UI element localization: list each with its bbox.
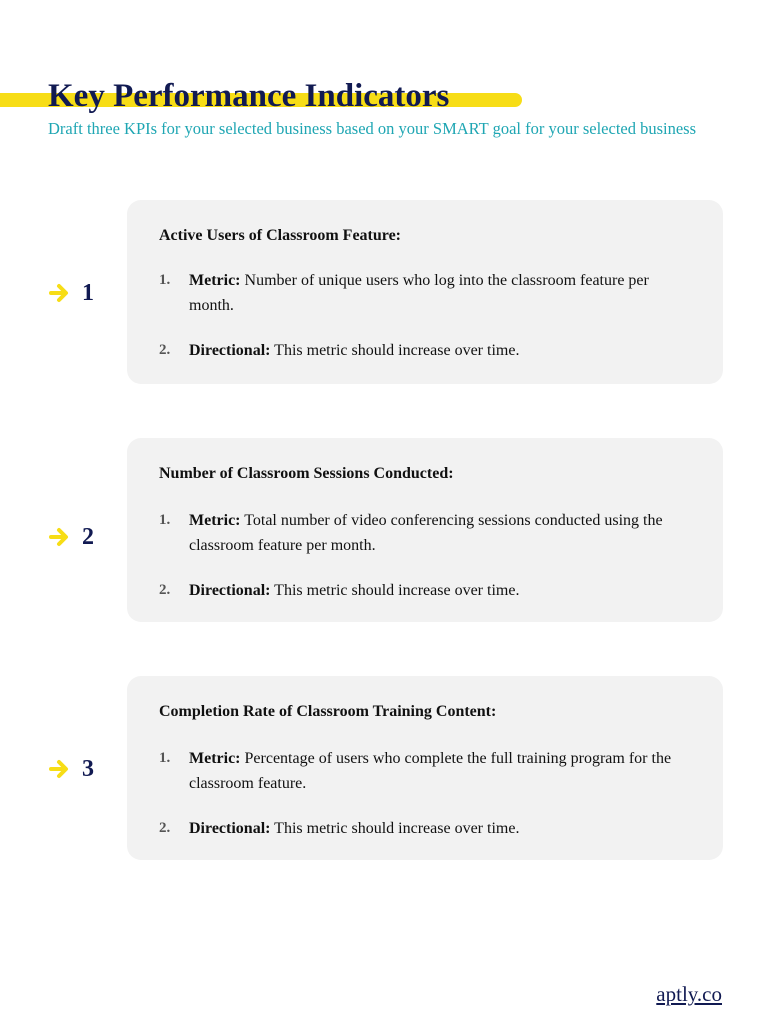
metric-text: Percentage of users who complete the full training program for the classroom feature. — [189, 750, 672, 792]
directional-text: This metric should increase over time. — [270, 820, 520, 837]
page-subtitle: Draft three KPIs for your selected business based on your SMART goal for your selected business — [48, 119, 697, 138]
metric-label: Metric: — [189, 512, 241, 529]
aptly-link[interactable]: aptly.co — [656, 982, 722, 1006]
directional-label: Directional: — [189, 820, 271, 837]
kpi-card-1 — [127, 200, 723, 384]
list-number: 1. — [159, 272, 171, 288]
kpi-marker-3 — [48, 754, 94, 784]
kpi-metric-item — [159, 746, 689, 796]
kpi-number: 2 — [82, 523, 94, 550]
page-title: Key Performance Indicators — [48, 78, 450, 114]
list-number: 2. — [159, 820, 171, 836]
kpi-card-3 — [127, 676, 723, 860]
kpi-heading: Number of Classroom Sessions Conducted: — [159, 465, 454, 482]
directional-label: Directional: — [189, 342, 271, 359]
kpi-heading: Active Users of Classroom Feature: — [159, 227, 402, 244]
kpi-marker-1 — [48, 278, 94, 308]
kpi-heading: Completion Rate of Classroom Training Content: — [159, 703, 497, 720]
kpi-directional-item — [159, 578, 689, 603]
directional-text: This metric should increase over time. — [270, 342, 520, 359]
arrow-right-icon — [48, 526, 70, 548]
kpi-directional-item — [159, 816, 689, 841]
metric-label: Metric: — [189, 272, 241, 289]
directional-label: Directional: — [189, 582, 271, 599]
kpi-metric-item — [159, 268, 689, 318]
list-number: 2. — [159, 582, 171, 598]
metric-label: Metric: — [189, 750, 241, 767]
list-number: 1. — [159, 512, 171, 528]
kpi-card-2 — [127, 438, 723, 622]
kpi-marker-2 — [48, 522, 94, 552]
directional-text: This metric should increase over time. — [270, 582, 520, 599]
kpi-number: 1 — [82, 279, 94, 306]
arrow-right-icon — [48, 282, 70, 304]
list-number: 1. — [159, 750, 171, 766]
metric-text: Total number of video conferencing sessions conducted using the classroom feature per month. — [189, 512, 663, 554]
kpi-metric-item — [159, 508, 689, 558]
metric-text: Number of unique users who log into the classroom feature per month. — [189, 272, 649, 314]
kpi-directional-item — [159, 338, 689, 363]
list-number: 2. — [159, 342, 171, 358]
arrow-right-icon — [48, 758, 70, 780]
kpi-number: 3 — [82, 755, 94, 782]
